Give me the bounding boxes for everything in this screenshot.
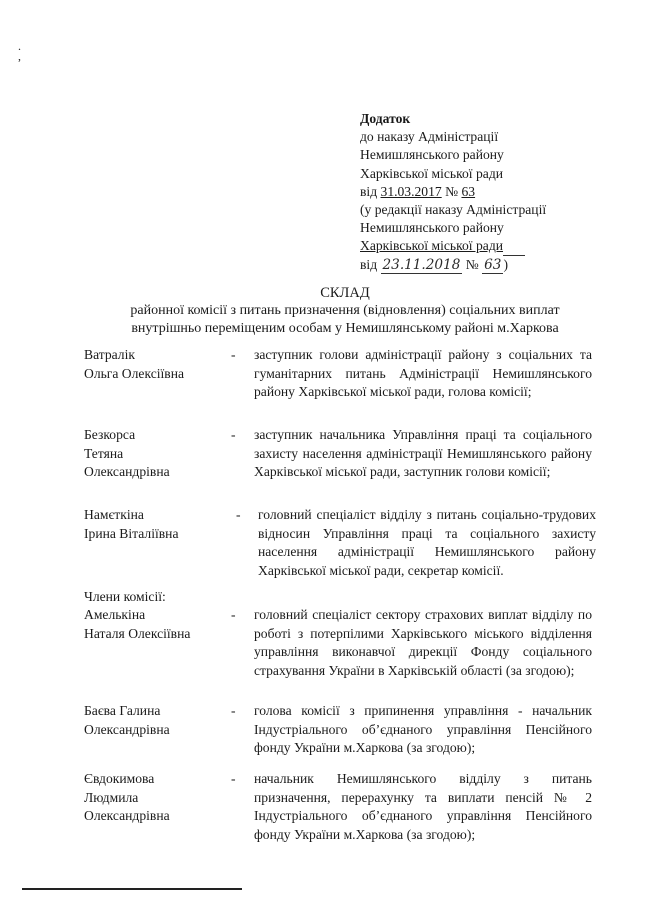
order-no-prefix: №: [441, 183, 462, 199]
edition-suffix: ): [503, 256, 508, 272]
member-role: головний спеціаліст сектору страхових виплат відділу по роботі з потерпілими Харківського міського відділення управління виконавчої дирекції Фонду соціального страхування України в Харківській області (за згодою);: [254, 607, 592, 678]
member-name-line: Ольга Олексіївна: [84, 365, 185, 381]
member-name: [84, 346, 224, 383]
document-subtitle: районної комісії з питань призначення (відновлення) соціальних виплат: [130, 303, 560, 318]
member-name-line: Ірина Віталіївна: [84, 525, 179, 541]
member-name-line: Наталя Олексіївна: [84, 625, 191, 641]
page-bottom-rule: [22, 888, 242, 890]
appendix-line: до наказу Адміністрації: [360, 129, 499, 145]
member-dash: -: [231, 347, 236, 362]
edition-line-text: Харківської міської ради: [360, 238, 504, 254]
member-name-line: Олександрівна: [84, 464, 170, 479]
member-name-line: Баєва Галина: [84, 703, 161, 718]
member-name-line: Людмила: [84, 789, 139, 805]
order-reference: [360, 183, 630, 201]
appendix-title: Додаток: [360, 111, 411, 126]
edition-reference: [360, 256, 630, 274]
edition-line: Немишлянського району: [360, 220, 504, 236]
member-role: начальник Немишлянського відділу з питань призначення, перерахунку та виплати пенсій № 2 Індустріального об’єднаного управління Пенсійного фонду України м.Харкова (за згодою);: [254, 771, 592, 842]
edition-no-prefix: №: [465, 256, 483, 272]
member-name-line: Олександрівна: [84, 808, 170, 823]
scan-speck: ,: [18, 49, 21, 63]
handwritten-edition-date: 23.11.2018: [382, 256, 461, 273]
edition-line: [360, 237, 630, 255]
member-name: [84, 702, 224, 739]
member-role: заступник начальника Управління праці та соціального захисту населення адміністрації Немишлянського району Харківської міської ради, заступник голови комісії;: [254, 427, 592, 479]
member-dash: -: [231, 771, 236, 786]
appendix-block: [360, 110, 630, 274]
member-name: [84, 426, 224, 482]
member-name-line: Тетяна: [84, 445, 124, 461]
member-name-line: Безкорса: [84, 427, 136, 442]
member-name-line: Ватралік: [84, 347, 135, 362]
member-name-line: Амелькіна: [84, 607, 146, 622]
member-name-line: Олександрівна: [84, 721, 170, 737]
member-dash: -: [231, 703, 236, 718]
member-dash: -: [231, 427, 236, 442]
handwritten-edition-number: 63: [484, 256, 502, 273]
member-role: головний спеціаліст відділу з питань соціально-трудових відносин Управління праці та соціального захисту населення адміністрації Немишлянського району Харківської міської ради, секретар комісії.: [258, 507, 596, 578]
order-prefix: від: [360, 183, 381, 199]
member-name: [84, 506, 224, 543]
member-name: [84, 770, 224, 826]
member-dash: -: [231, 607, 236, 622]
member-role: голова комісії з припинення управління - начальник Індустріального об’єднаного управління Пенсійного фонду України м.Харкова (за згодою);: [254, 703, 592, 755]
appendix-line: Харківської міської ради: [360, 165, 504, 181]
order-date: 31.03.2017: [380, 183, 442, 199]
member-name-line: Намєткіна: [84, 507, 144, 522]
edition-prefix: від: [360, 256, 381, 272]
members-section-label: Члени комісії:: [84, 589, 166, 604]
document-title: СКЛАД: [320, 285, 370, 301]
appendix-line: Немишлянського району: [360, 147, 504, 163]
member-name-line: Євдокимова: [84, 771, 155, 786]
member-name: [84, 606, 224, 643]
edition-line: (у редакції наказу Адміністрації: [360, 202, 547, 218]
member-role: заступник голови адміністрації району з соціальних та гуманітарних питань Адміністрації Немишлянського району Харківської міської ради, голова комісії;: [254, 347, 592, 399]
order-number: 63: [461, 183, 476, 199]
member-dash: -: [236, 507, 241, 522]
document-subtitle: внутрішньо переміщеним особам у Немишлянському районі м.Харкова: [131, 321, 559, 336]
scan-speck: .: [18, 39, 21, 53]
